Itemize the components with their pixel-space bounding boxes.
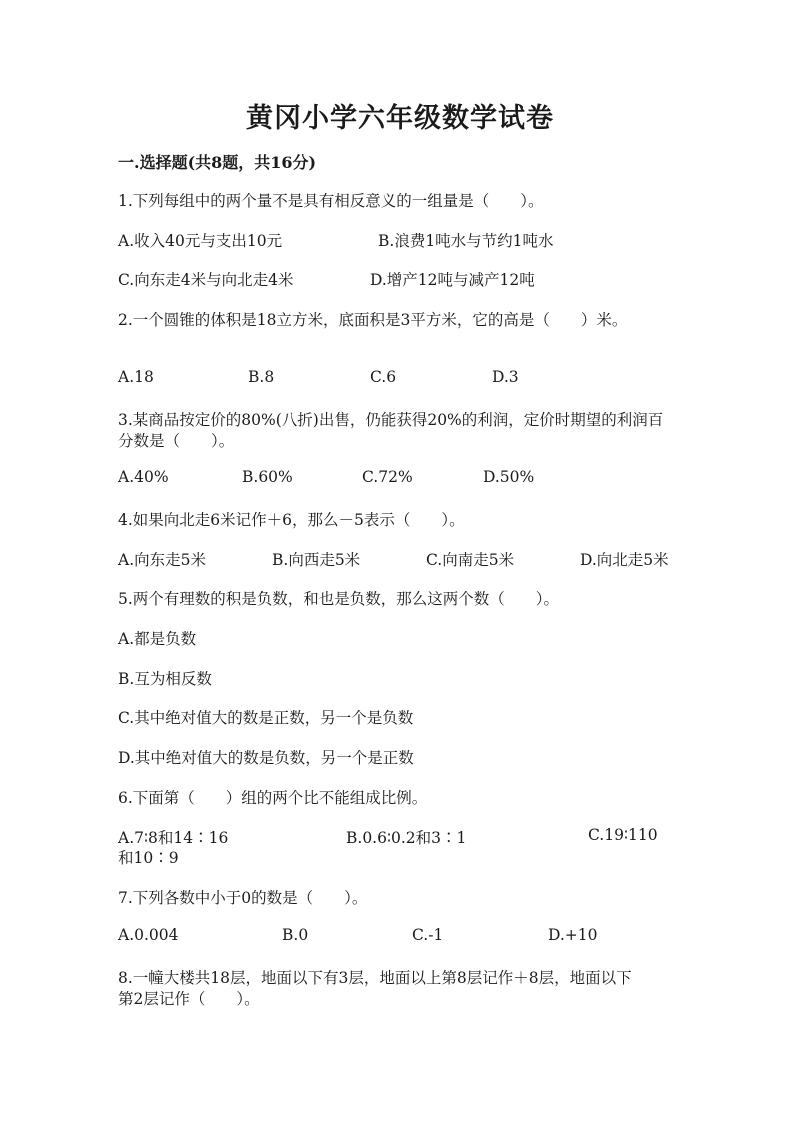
question-7-option-d: D.+10 [548,926,598,944]
question-2-stem: 2.一个圆锥的体积是18立方米，底面积是3平方米，它的高是（ ）米。 [118,311,628,329]
question-7-stem: 7.下列各数中小于0的数是（ ）。 [118,889,368,907]
question-2-option-a: A.18 [118,368,154,386]
section-heading: 一.选择题(共8题，共16分) [118,153,317,172]
question-7-option-c: C.-1 [412,926,444,944]
question-2-option-b: B.8 [248,368,275,386]
question-4-option-d: D.向北走5米 [580,551,669,569]
question-3-option-a: A.40% [118,468,169,486]
question-3-stem-line-1: 3.某商品按定价的80%(八折)出售，仍能获得20%的利润，定价时期望的利润百 [118,411,664,429]
question-4-option-b: B.向西走5米 [272,551,361,569]
question-1-stem: 1.下列每组中的两个量不是具有相反意义的一组量是（ ）。 [118,192,544,210]
question-6-option-c: C.19∶110 [588,826,658,844]
question-1-option-c: C.向东走4米与向北走4米 [118,271,294,289]
question-1-option-b: B.浪费1吨水与节约1吨水 [378,232,554,250]
question-6-option-c-continued: 和10∶9 [118,849,179,867]
question-5-stem: 5.两个有理数的积是负数，和也是负数，那么这两个数（ ）。 [118,590,560,608]
question-3-option-c: C.72% [362,468,413,486]
question-4-option-a: A.向东走5米 [118,551,206,569]
question-6-option-a: A.7∶8和14∶16 [118,829,229,847]
question-2-option-d: D.3 [492,368,519,386]
question-5-option-c: C.其中绝对值大的数是正数，另一个是负数 [118,709,414,727]
question-1-option-a: A.收入40元与支出10元 [118,232,283,250]
question-5-option-a: A.都是负数 [118,630,197,648]
question-5-option-b: B.互为相反数 [118,670,212,688]
question-8-stem-line-1: 8.一幢大楼共18层，地面以下有3层，地面以上第8层记作＋8层，地面以下 [118,969,632,987]
question-8-stem-line-2: 第2层记作（ ）。 [118,990,260,1008]
question-3-stem-line-2: 分数是（ ）。 [118,432,235,450]
question-4-stem: 4.如果向北走6米记作＋6，那么－5表示（ ）。 [118,511,465,529]
question-6-stem: 6.下面第（ ）组的两个比不能组成比例。 [118,789,428,807]
question-3-option-d: D.50% [483,468,535,486]
page-title: 黄冈小学六年级数学试卷 [246,103,554,134]
question-6-option-b: B.0.6∶0.2和3∶1 [346,829,467,847]
question-7-option-b: B.0 [282,926,309,944]
question-4-option-c: C.向南走5米 [426,551,515,569]
question-7-option-a: A.0.004 [118,926,179,944]
question-2-option-c: C.6 [370,368,397,386]
question-5-option-d: D.其中绝对值大的数是负数，另一个是正数 [118,749,414,767]
question-1-option-d: D.增产12吨与减产12吨 [370,271,535,289]
question-3-option-b: B.60% [242,468,293,486]
